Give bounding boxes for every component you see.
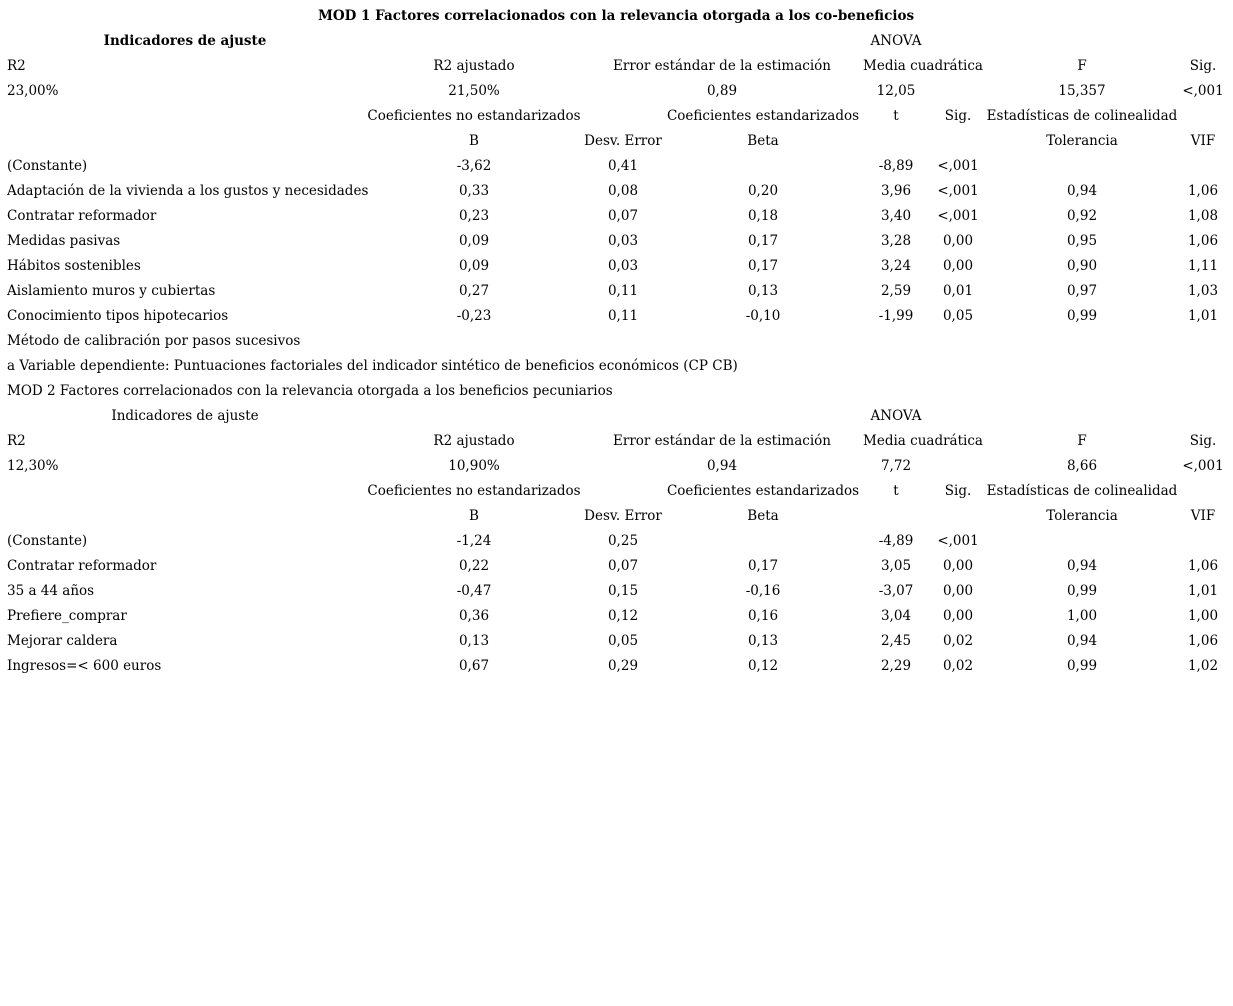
table-row [0,654,1233,679]
row-beta: 0,13 [747,633,779,649]
mod1-fit-header-row [0,54,1233,79]
row-t: -4,89 [878,533,914,549]
row-t: 3,40 [880,208,912,224]
row-label: Mejorar caldera [7,633,118,649]
row-err: 0,25 [607,533,639,549]
row-sig: <,001 [937,533,979,549]
row-b: -0,23 [456,308,492,324]
row-sig: <,001 [937,208,979,224]
mod1-value-f: 15,357 [1058,83,1106,99]
row-b: 0,13 [458,633,490,649]
row-err: 0,29 [607,658,639,674]
row-t: -3,07 [878,583,914,599]
mod1-value-r2-adj: 21,50% [448,83,500,99]
row-sig: 0,05 [942,308,974,324]
mod1-note-dependent: a Variable dependiente: Puntuaciones factoriales del indicador sintético de beneficios económicos (CP CB) [7,358,738,374]
row-label: Conocimiento tipos hipotecarios [7,308,229,324]
mod2-header-r2: R2 [7,433,26,449]
mod2-header-vif: VIF [1190,508,1216,524]
row-vif: 1,11 [1187,258,1219,274]
mod2-anova-section-label: ANOVA [870,408,922,424]
row-err: 0,08 [607,183,639,199]
mod2-fit-value-row [0,454,1233,479]
row-sig: 0,02 [942,658,974,674]
regression-sheet [0,4,1233,679]
mod1-header-r2: R2 [7,58,26,74]
mod2-header-b: B [469,508,479,524]
row-t: -1,99 [878,308,914,324]
row-t: 2,59 [880,283,912,299]
row-b: 0,22 [458,558,490,574]
mod2-title-row [0,379,1233,404]
mod2-header-tolerance: Tolerancia [1046,508,1118,524]
row-t: 3,05 [880,558,912,574]
row-vif: 1,01 [1187,308,1219,324]
mod1-header-vif: VIF [1190,133,1216,149]
row-sig: 0,01 [942,283,974,299]
mod2-header-std-err: Error estándar de la estimación [613,433,831,449]
row-sig: 0,00 [942,608,974,624]
row-tolerance: 0,92 [1066,208,1098,224]
row-err: 0,07 [607,558,639,574]
mod2-value-mean-sq: 7,72 [880,458,912,474]
mod2-header-beta: Beta [747,508,779,524]
mod2-header-f: F [1077,433,1087,449]
row-sig: 0,02 [942,633,974,649]
mod2-value-sig: <,001 [1182,458,1224,474]
mod1-value-sig: <,001 [1182,83,1224,99]
row-t: 3,96 [880,183,912,199]
row-err: 0,12 [607,608,639,624]
mod1-header-r2-adj: R2 ajustado [433,58,515,74]
row-tolerance: 0,99 [1066,658,1098,674]
row-err: 0,15 [607,583,639,599]
row-beta: 0,17 [747,258,779,274]
mod1-header-sig: Sig. [1189,58,1217,74]
table-row [0,229,1233,254]
row-sig: 0,00 [942,558,974,574]
row-vif: 1,08 [1187,208,1219,224]
row-b: 0,23 [458,208,490,224]
mod1-value-std-err: 0,89 [706,83,738,99]
row-sig: 0,00 [942,233,974,249]
mod1-title: MOD 1 Factores correlacionados con la relevancia otorgada a los co-beneficios [317,8,915,24]
row-beta: 0,12 [747,658,779,674]
row-err: 0,11 [607,308,639,324]
mod1-coef-group-header-row [0,104,1233,129]
row-tolerance: 0,99 [1066,583,1098,599]
row-vif: 1,06 [1187,558,1219,574]
row-err: 0,41 [607,158,639,174]
row-label: Contratar reformador [7,208,157,224]
table-row [0,179,1233,204]
table-row [0,529,1233,554]
row-beta: 0,16 [747,608,779,624]
row-label: 35 a 44 años [7,583,95,599]
row-vif: 1,03 [1187,283,1219,299]
mod1-note-method-row [0,329,1233,354]
mod2-value-f: 8,66 [1066,458,1098,474]
mod1-coef-sub-header-row [0,129,1233,154]
mod1-note-method: Método de calibración por pasos sucesivos [7,333,301,349]
row-t: -8,89 [878,158,914,174]
mod1-header-t: t [893,108,899,124]
row-b: -0,47 [456,583,492,599]
row-t: 2,45 [880,633,912,649]
table-row [0,604,1233,629]
row-vif: 1,02 [1187,658,1219,674]
mod1-header-coef-sig: Sig. [944,108,972,124]
mod1-header-tolerance: Tolerancia [1046,133,1118,149]
table-row [0,579,1233,604]
row-sig: <,001 [937,183,979,199]
row-b: -1,24 [456,533,492,549]
row-label: Ingresos=< 600 euros [7,658,162,674]
table-row [0,154,1233,179]
table-row [0,279,1233,304]
mod2-header-unstd: Coeficientes no estandarizados [367,483,581,499]
mod2-header-collinearity: Estadísticas de colinealidad [986,483,1178,499]
mod1-header-b: B [469,133,479,149]
table-row [0,304,1233,329]
row-err: 0,03 [607,258,639,274]
mod2-header-t: t [893,483,899,499]
row-vif: 1,06 [1187,233,1219,249]
row-tolerance: 0,97 [1066,283,1098,299]
table-row [0,629,1233,654]
row-err: 0,07 [607,208,639,224]
row-sig: <,001 [937,158,979,174]
row-vif: 1,06 [1187,633,1219,649]
mod1-value-mean-sq: 12,05 [876,83,916,99]
row-t: 3,28 [880,233,912,249]
row-sig: 0,00 [942,583,974,599]
mod2-header-r2-adj: R2 ajustado [433,433,515,449]
mod1-header-f: F [1077,58,1087,74]
row-vif: 1,06 [1187,183,1219,199]
row-t: 2,29 [880,658,912,674]
row-t: 3,24 [880,258,912,274]
row-label: Aislamiento muros y cubiertas [7,283,216,299]
row-label: Hábitos sostenibles [7,258,141,274]
row-b: 0,67 [458,658,490,674]
mod2-header-sig: Sig. [1189,433,1217,449]
mod2-coef-sub-header-row [0,504,1233,529]
mod2-coef-group-header-row [0,479,1233,504]
mod2-value-std-err: 0,94 [706,458,738,474]
row-tolerance: 0,94 [1066,183,1098,199]
mod2-value-r2: 12,30% [7,458,59,474]
row-label: (Constante) [7,533,88,549]
row-b: 0,36 [458,608,490,624]
table-row [0,204,1233,229]
row-label: (Constante) [7,158,88,174]
mod2-header-coef-sig: Sig. [944,483,972,499]
row-label: Medidas pasivas [7,233,121,249]
row-tolerance: 0,94 [1066,633,1098,649]
row-beta: 0,17 [747,233,779,249]
table-row [0,554,1233,579]
table-row [0,254,1233,279]
mod1-header-unstd: Coeficientes no estandarizados [367,108,581,124]
row-b: 0,33 [458,183,490,199]
mod1-header-collinearity: Estadísticas de colinealidad [986,108,1178,124]
row-label: Adaptación de la vivienda a los gustos y necesidades [7,183,369,199]
row-b: 0,27 [458,283,490,299]
row-err: 0,03 [607,233,639,249]
mod2-header-err: Desv. Error [584,508,662,524]
mod1-value-r2: 23,00% [7,83,59,99]
mod2-header-mean-sq: Media cuadrática [863,433,983,449]
mod1-fit-value-row [0,79,1233,104]
mod1-header-mean-sq: Media cuadrática [863,58,983,74]
row-tolerance: 0,95 [1066,233,1098,249]
mod2-fit-section-label: Indicadores de ajuste [111,408,259,424]
mod1-fit-section-label: Indicadores de ajuste [103,33,267,49]
row-b: 0,09 [458,233,490,249]
mod1-header-beta: Beta [747,133,779,149]
mod1-header-err: Desv. Error [584,133,662,149]
row-beta: 0,17 [747,558,779,574]
row-tolerance: 0,90 [1066,258,1098,274]
mod2-section-row [0,404,1233,429]
row-b: 0,09 [458,258,490,274]
row-t: 3,04 [880,608,912,624]
row-tolerance: 0,94 [1066,558,1098,574]
row-beta: -0,16 [745,583,781,599]
mod1-section-row [0,29,1233,54]
row-beta: 0,18 [747,208,779,224]
mod2-fit-header-row [0,429,1233,454]
row-err: 0,05 [607,633,639,649]
row-tolerance: 1,00 [1066,608,1098,624]
mod2-value-r2-adj: 10,90% [448,458,500,474]
row-vif: 1,00 [1187,608,1219,624]
mod1-note-dependent-row [0,354,1233,379]
mod2-title: MOD 2 Factores correlacionados con la relevancia otorgada a los beneficios pecuniarios [7,383,613,399]
mod1-title-row [0,4,1233,29]
mod1-header-std: Coeficientes estandarizados [666,108,860,124]
row-b: -3,62 [456,158,492,174]
row-label: Prefiere_comprar [7,608,127,624]
mod1-anova-section-label: ANOVA [870,33,922,49]
row-label: Contratar reformador [7,558,157,574]
row-beta: 0,13 [747,283,779,299]
mod1-header-std-err: Error estándar de la estimación [613,58,831,74]
row-beta: -0,10 [745,308,781,324]
mod2-header-std: Coeficientes estandarizados [666,483,860,499]
row-err: 0,11 [607,283,639,299]
row-sig: 0,00 [942,258,974,274]
row-tolerance: 0,99 [1066,308,1098,324]
row-beta: 0,20 [747,183,779,199]
row-vif: 1,01 [1187,583,1219,599]
